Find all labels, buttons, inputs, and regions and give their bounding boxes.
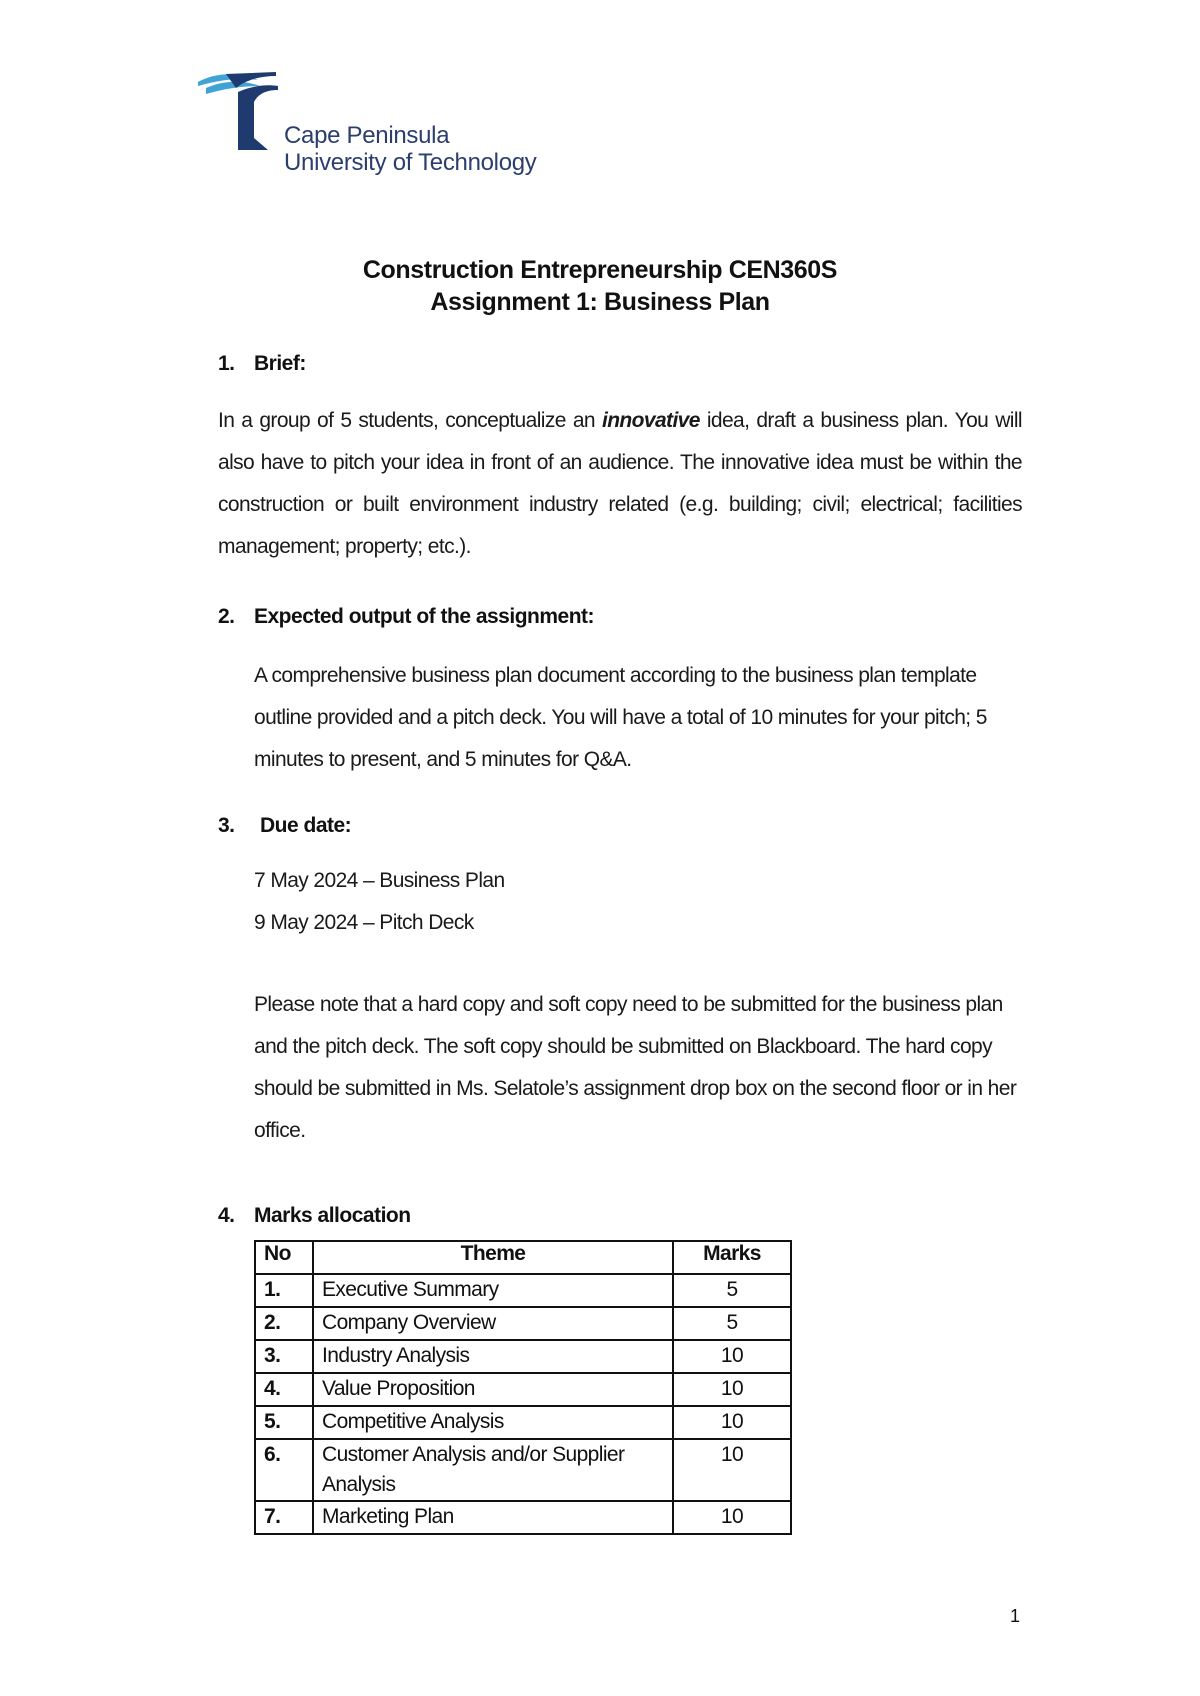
document-subtitle: Assignment 1: Business Plan <box>430 288 770 316</box>
row-number: 5. <box>255 1406 313 1439</box>
output-paragraph: A comprehensive business plan document according to the business plan template outline provided and a pitch deck. You will have a total of 10 minutes for your pitch; 5 minutes to present, and 5 minutes for Q&A. <box>254 664 987 771</box>
section-number: 2. <box>218 605 235 628</box>
column-header-theme: Theme <box>313 1241 673 1274</box>
column-header-no: No <box>255 1241 313 1274</box>
logo-line-2: University of Technology <box>284 149 537 176</box>
brief-text-before: In a group of 5 students, conceptualize an <box>218 409 602 432</box>
row-number: 7. <box>255 1501 313 1534</box>
row-number: 6. <box>255 1439 313 1501</box>
row-theme: Industry Analysis <box>313 1340 673 1373</box>
column-header-marks: Marks <box>673 1241 791 1274</box>
brief-emphasis: innovative <box>601 409 700 432</box>
table-row <box>255 1406 791 1439</box>
section-title: Due date: <box>260 814 352 837</box>
marks-allocation-table <box>254 1240 792 1535</box>
row-number: 4. <box>255 1373 313 1406</box>
logo-line-1: Cape Peninsula <box>284 122 450 149</box>
due-date-pitch-deck: 9 May 2024 – Pitch Deck <box>254 911 474 934</box>
section-title: Expected output of the assignment: <box>254 605 595 628</box>
row-theme: Value Proposition <box>313 1373 673 1406</box>
row-theme: Competitive Analysis <box>313 1406 673 1439</box>
row-number: 1. <box>255 1274 313 1307</box>
brief-paragraph <box>218 400 1022 568</box>
row-marks: 10 <box>673 1340 791 1373</box>
row-marks: 5 <box>673 1274 791 1307</box>
page-number: 1 <box>1010 1606 1021 1626</box>
logo-mark <box>196 68 296 158</box>
table-row <box>255 1274 791 1307</box>
row-marks: 10 <box>673 1406 791 1439</box>
section-4-heading <box>218 1204 411 1228</box>
row-marks: 10 <box>673 1373 791 1406</box>
brief-text-after: idea, draft a business plan. You will also have to pitch your idea in front of an audience. The innovative idea must be within the construction or built environment industry related (e.g. building; civil; electrical; facilities management; property; etc.). <box>218 409 1022 558</box>
row-marks: 10 <box>673 1439 791 1501</box>
logo-wordmark <box>284 122 537 176</box>
row-theme: Marketing Plan <box>313 1501 673 1534</box>
section-number: 4. <box>218 1204 235 1227</box>
due-date-business-plan: 7 May 2024 – Business Plan <box>254 869 505 892</box>
section-1-heading <box>218 352 306 376</box>
university-logo <box>196 68 556 188</box>
row-theme: Customer Analysis and/or Supplier Analysis <box>313 1439 673 1501</box>
table-row <box>255 1439 791 1501</box>
section-title: Brief: <box>254 352 306 375</box>
document-title: Construction Entrepreneurship CEN360S <box>362 256 838 284</box>
section-3-heading <box>218 814 351 838</box>
section-number: 3. <box>218 814 235 837</box>
row-theme: Company Overview <box>313 1307 673 1340</box>
table-row <box>255 1307 791 1340</box>
row-theme: Executive Summary <box>313 1274 673 1307</box>
table-row <box>255 1340 791 1373</box>
section-number: 1. <box>218 352 235 375</box>
row-number: 3. <box>255 1340 313 1373</box>
table-row <box>255 1501 791 1534</box>
table-row <box>255 1373 791 1406</box>
row-marks: 5 <box>673 1307 791 1340</box>
table-header-row <box>255 1241 791 1274</box>
section-2-heading <box>218 605 594 629</box>
submission-note: Please note that a hard copy and soft copy need to be submitted for the business plan and the pitch deck. The soft copy should be submitted on Blackboard. The hard copy should be submitted in Ms. Selatole’s assignment drop box on the second floor or in her office. <box>254 993 1017 1142</box>
section-title: Marks allocation <box>254 1204 411 1227</box>
row-marks: 10 <box>673 1501 791 1534</box>
row-number: 2. <box>255 1307 313 1340</box>
